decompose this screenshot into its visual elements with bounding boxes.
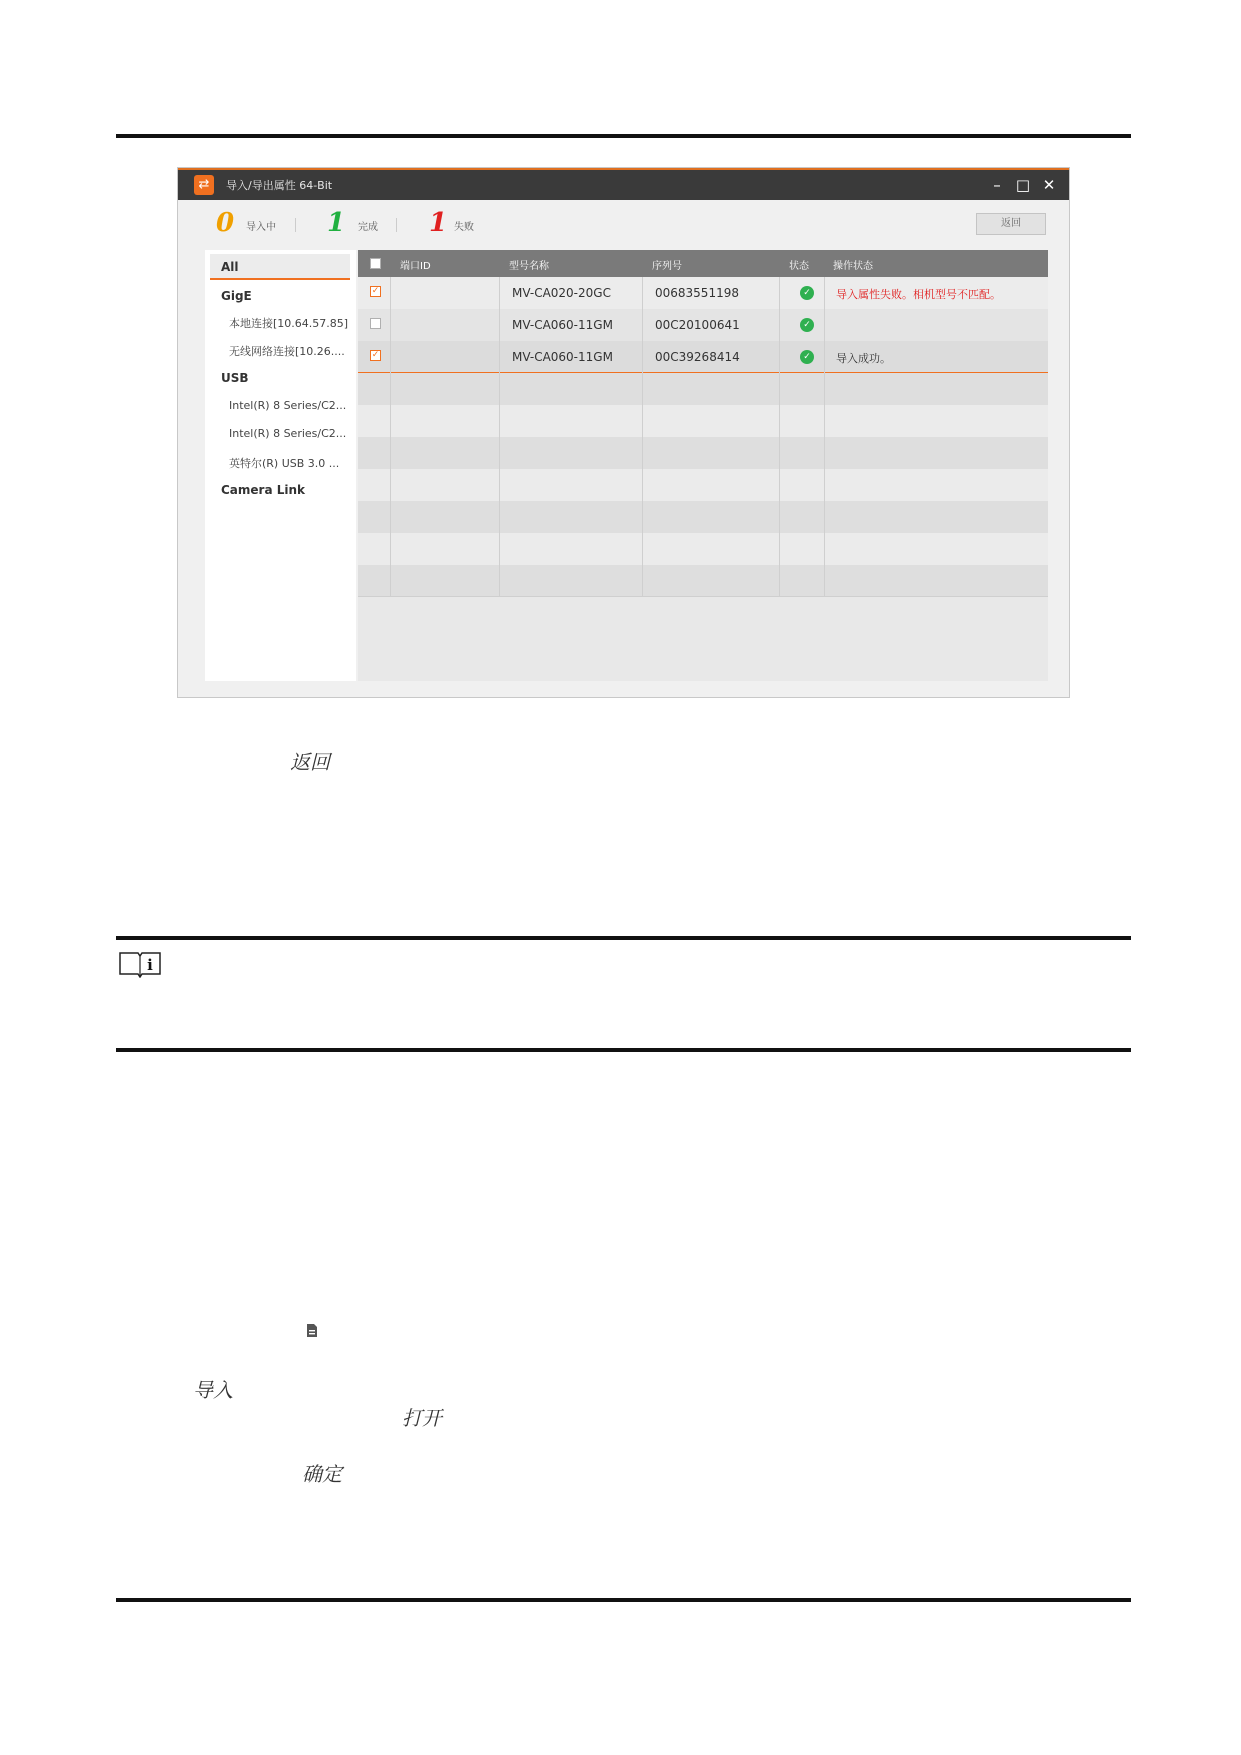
cell-op-status: 导入属性失败。相机型号不匹配。 — [836, 288, 1001, 301]
text-import: 导入 — [193, 1378, 233, 1402]
note-rule-bottom — [116, 1048, 1131, 1052]
cell-model: MV-CA060-11GM — [512, 318, 613, 332]
cell-serial: 00C20100641 — [655, 318, 740, 332]
divider — [396, 218, 397, 232]
sidebar-item-all-label: All — [221, 260, 239, 274]
text-back: 返回 — [290, 750, 330, 774]
failed-count: 1 — [429, 208, 448, 238]
table-row[interactable] — [358, 277, 1048, 309]
page-rule-top — [116, 134, 1131, 138]
col-divider — [642, 277, 643, 597]
col-op-status: 操作状态 — [833, 261, 873, 272]
failed-label: 失败 — [454, 222, 474, 233]
page-rule-bottom — [116, 1598, 1131, 1602]
import-export-dialog — [177, 167, 1070, 698]
sidebar-group-usb[interactable]: USB — [221, 371, 249, 385]
empty-row — [358, 405, 1048, 437]
title-bar — [178, 168, 1069, 200]
cell-serial: 00683551198 — [655, 286, 739, 300]
col-divider — [499, 277, 500, 597]
maximize-icon[interactable]: □ — [1015, 176, 1031, 194]
empty-row — [358, 501, 1048, 533]
empty-row — [358, 565, 1048, 597]
sidebar-item-wireless-connection[interactable]: 无线网络连接[10.26.... — [229, 345, 345, 358]
sidebar-item-usb-3[interactable]: 英特尔(R) USB 3.0 ... — [229, 457, 340, 470]
table-row[interactable] — [358, 341, 1048, 373]
sidebar-item-usb-2[interactable]: Intel(R) 8 Series/C2... — [229, 427, 347, 440]
col-port-id: 端口ID — [400, 261, 431, 272]
minimize-icon[interactable]: – — [993, 176, 1001, 194]
text-open: 打开 — [402, 1406, 442, 1430]
divider — [295, 218, 296, 232]
swap-arrows-icon: ⇄ — [194, 175, 214, 195]
status-ok-icon: ✓ — [800, 318, 814, 332]
empty-row — [358, 437, 1048, 469]
col-divider — [779, 277, 780, 597]
row-checkbox[interactable] — [370, 318, 381, 329]
row-checkbox[interactable]: ✓ — [371, 350, 380, 360]
cell-serial: 00C39268414 — [655, 350, 740, 364]
select-all-checkbox[interactable] — [370, 258, 381, 269]
cell-op-status: 导入成功。 — [836, 352, 891, 365]
note-book-icon — [118, 950, 162, 978]
col-status: 状态 — [789, 261, 809, 272]
status-ok-icon: ✓ — [800, 350, 814, 364]
col-serial: 序列号 — [652, 261, 682, 272]
col-divider — [390, 277, 391, 597]
stats-bar — [178, 200, 1069, 246]
table-header — [358, 250, 1048, 277]
file-icon — [306, 1323, 318, 1338]
empty-row — [358, 373, 1048, 405]
done-label: 完成 — [358, 222, 378, 233]
status-ok-icon: ✓ — [800, 286, 814, 300]
empty-row — [358, 533, 1048, 565]
note-rule-top — [116, 936, 1131, 940]
sidebar-group-gige[interactable]: GigE — [221, 289, 252, 303]
done-count: 1 — [327, 208, 346, 238]
close-icon[interactable]: ✕ — [1042, 176, 1056, 194]
sidebar-item-local-connection[interactable]: 本地连接[10.64.57.85] — [229, 317, 349, 330]
cell-model: MV-CA020-20GC — [512, 286, 611, 300]
dialog-title: 导入/导出属性 64-Bit — [226, 179, 333, 192]
sidebar-item-usb-1[interactable]: Intel(R) 8 Series/C2... — [229, 399, 347, 412]
importing-count: 0 — [216, 208, 235, 238]
col-divider — [824, 277, 825, 597]
table-row[interactable] — [358, 309, 1048, 341]
row-checkbox[interactable]: ✓ — [371, 286, 380, 296]
back-button[interactable]: 返回 — [976, 213, 1046, 235]
empty-row — [358, 469, 1048, 501]
importing-label: 导入中 — [246, 222, 276, 233]
svg-text:i: i — [147, 956, 153, 974]
interface-sidebar — [205, 250, 356, 681]
cell-model: MV-CA060-11GM — [512, 350, 613, 364]
sidebar-group-camera-link[interactable]: Camera Link — [221, 483, 306, 497]
col-model: 型号名称 — [509, 261, 549, 272]
text-confirm: 确定 — [302, 1462, 342, 1486]
device-table — [358, 250, 1048, 681]
